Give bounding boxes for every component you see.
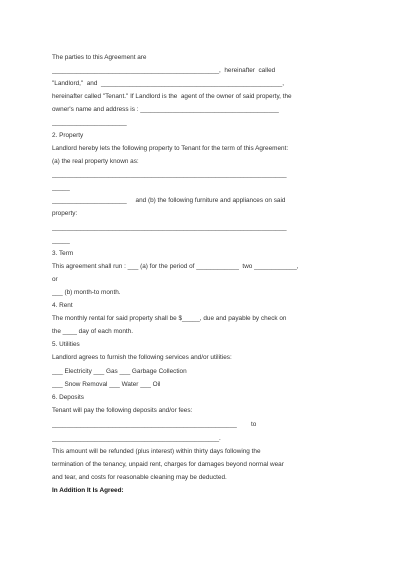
term-period-clause: This agreement shall run : ___ (a) for the period of ____________ two ____________, (52, 263, 299, 270)
section-deposits-heading: 6. Deposits (52, 394, 84, 401)
deposits-blank-cont: _______________________________________________. (52, 435, 221, 442)
furniture-blank-cont: _____ (52, 237, 70, 244)
term-month-to-month: ___ (b) month-to month. (52, 289, 121, 296)
rent-due-day: the ____ day of each month. (52, 328, 134, 335)
furniture-clause: _____________________ and (b) the following furniture and appliances on said (52, 197, 286, 204)
furniture-clause-cont: property: (52, 210, 78, 217)
real-property-blank-cont: _____ (52, 184, 70, 191)
section-term-heading: 3. Term (52, 250, 74, 257)
landlord-name-blank: _______________________________________________, hereinafter called (52, 67, 276, 74)
furniture-blank: __________________________________________________________________ (52, 224, 287, 231)
tenant-definition: hereinafter called "Tenant." If Landlord is the agent of the owner of said property, the (52, 93, 292, 100)
deposits-blank: ____________________________________________________ to (52, 421, 257, 428)
rent-clause: The monthly rental for said property shall be $_____, due and payable by check on (52, 315, 287, 322)
real-property-blank: __________________________________________________________________ (52, 171, 287, 178)
owner-address-blank: owner's name and address is : _______________________________________ (52, 106, 279, 113)
deposits-clause: Tenant will pay the following deposits and/or fees: (52, 407, 193, 414)
tenant-name-blank: "Landlord," and ___________________________________________________, (52, 80, 284, 87)
term-or: or (52, 276, 58, 283)
utilities-options-1: ___ Electricity ___ Gas ___ Garbage Collection (52, 368, 187, 375)
parties-intro: The parties to this Agreement are (52, 54, 147, 61)
real-property-label: (a) the real property known as: (52, 158, 139, 165)
owner-address-blank-cont: _____________________ (52, 119, 127, 126)
refund-clause-3: and tear, and costs for reasonable cleaning may be deducted. (52, 474, 227, 481)
refund-clause-2: termination of the tenancy, unpaid rent, charges for damages beyond normal wear (52, 461, 284, 468)
additional-terms-heading: In Addition It Is Agreed: (52, 487, 124, 494)
refund-clause-1: This amount will be refunded (plus interest) within thirty days following the (52, 448, 261, 455)
section-utilities-heading: 5. Utilities (52, 341, 80, 348)
section-rent-heading: 4. Rent (52, 302, 73, 309)
utilities-options-2: ___ Snow Removal ___ Water ___ Oil (52, 381, 161, 388)
utilities-clause: Landlord agrees to furnish the following services and/or utilities: (52, 354, 232, 361)
section-property-heading: 2. Property (52, 132, 84, 139)
property-clause: Landlord hereby lets the following property to Tenant for the term of this Agreement: (52, 145, 289, 152)
